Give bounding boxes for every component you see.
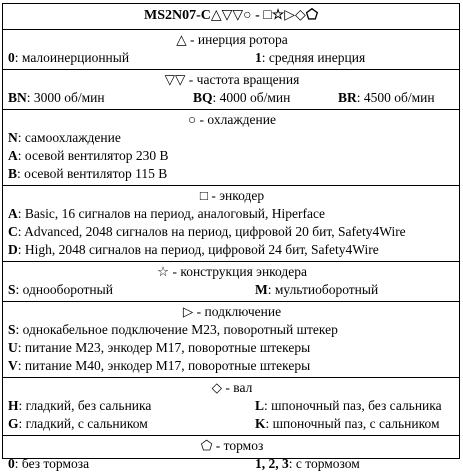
option-text: : осевой вентилятор 115 В <box>17 166 168 181</box>
option-code: C <box>8 224 18 239</box>
option-text: : средняя инерция <box>261 50 366 65</box>
section-connection-header: ▷ - подключение <box>182 304 282 319</box>
option-item <box>193 89 338 107</box>
section-encoder-design-header: ☆ - конструкция энкодера <box>156 264 308 279</box>
option-text: : осевой вентилятор 230 В <box>17 148 169 163</box>
option-text: : с тормозом <box>288 456 360 471</box>
option-row <box>8 49 456 67</box>
option-row <box>8 415 456 433</box>
option-text: : питание M23, энкодер M17, поворотные штекеры <box>17 340 311 355</box>
option-row <box>8 455 456 473</box>
option-item <box>255 49 365 67</box>
option-item <box>338 89 435 107</box>
option-row <box>8 89 456 107</box>
option-code: BN <box>8 90 27 105</box>
section-shaft-header: ◇ - вал <box>211 380 253 395</box>
section-encoder-design <box>3 261 459 301</box>
option-code: S <box>8 322 16 337</box>
option-code: G <box>8 416 19 431</box>
option-row <box>8 397 456 415</box>
option-text: : питание M40, энкодер M17, поворотные штекеры <box>17 358 311 373</box>
option-code: A <box>8 206 18 221</box>
section-shaft <box>3 377 459 435</box>
option-text: : 3000 об/мин <box>26 90 105 105</box>
option-code: S <box>8 282 16 297</box>
type-code-title: MS2N07-C△▽▽○ - □☆▷◇⬠ <box>143 8 318 23</box>
option-text: : шпоночный паз, с сальником <box>265 416 440 431</box>
section-brake-header: ⬠ - тормоз <box>200 438 264 453</box>
option-item <box>8 89 193 107</box>
section-inertia <box>3 29 459 69</box>
section-speed <box>3 69 459 109</box>
option-code: K <box>255 416 266 431</box>
option-item <box>8 321 456 339</box>
option-text: : 4500 об/мин <box>356 90 435 105</box>
option-code: H <box>8 398 19 413</box>
option-code: 1 <box>255 50 262 65</box>
option-text: : шпоночный паз, без сальника <box>264 398 442 413</box>
section-encoder-header: □ - энкодер <box>199 188 265 203</box>
option-item <box>8 165 456 183</box>
option-item <box>8 397 255 415</box>
option-text: : 4000 об/мин <box>212 90 291 105</box>
option-item <box>8 205 456 223</box>
option-code: 0 <box>8 456 15 471</box>
option-text: : однооборотный <box>15 282 113 297</box>
option-text: : Advanced, 2048 сигналов на период, цифровой 20 бит, Safety4Wire <box>17 224 406 239</box>
option-code: 1, 2, 3 <box>255 456 289 471</box>
type-code-table <box>2 3 460 471</box>
option-code: BQ <box>193 90 213 105</box>
option-text: : мультиоборотный <box>267 282 379 297</box>
option-code: V <box>8 358 18 373</box>
option-code: B <box>8 166 18 181</box>
option-item <box>8 241 456 259</box>
section-inertia-header: △ - инерция ротора <box>176 32 288 47</box>
option-item <box>8 129 456 147</box>
option-text: : однокабельное подключение M23, поворотный штекер <box>15 322 338 337</box>
option-item <box>255 415 440 433</box>
section-brake <box>3 435 459 475</box>
option-code: D <box>8 242 18 257</box>
option-item <box>8 281 255 299</box>
option-text: : без тормоза <box>14 456 90 471</box>
option-code: U <box>8 340 18 355</box>
option-item <box>8 223 456 241</box>
section-encoder <box>3 185 459 261</box>
option-code: 0 <box>8 50 15 65</box>
option-code: N <box>8 130 18 145</box>
section-cooling <box>3 109 459 185</box>
option-text: : гладкий, с сальником <box>18 416 148 431</box>
option-code: M <box>255 282 268 297</box>
option-code: BR <box>338 90 357 105</box>
option-item <box>255 281 378 299</box>
option-text: : самоохлаждение <box>17 130 121 145</box>
option-code: L <box>255 398 265 413</box>
option-item <box>8 339 456 357</box>
option-text: : Basic, 16 сигналов на период, аналоговый, Hiperface <box>17 206 325 221</box>
option-item <box>8 415 255 433</box>
option-text: : High, 2048 сигналов на период, цифровой 24 бит, Safety4Wire <box>17 242 379 257</box>
option-item <box>255 455 360 473</box>
option-item <box>8 357 456 375</box>
section-connection <box>3 301 459 377</box>
option-item <box>8 455 255 473</box>
option-code: A <box>8 148 18 163</box>
option-text: : малоинерционный <box>14 50 130 65</box>
option-item <box>255 397 442 415</box>
option-item <box>8 147 456 165</box>
section-speed-header: ▽▽ - частота вращения <box>164 72 300 87</box>
option-text: : гладкий, без сальника <box>18 398 152 413</box>
section-cooling-header: ○ - охлаждение <box>188 112 276 127</box>
option-row <box>8 281 456 299</box>
option-item <box>8 49 255 67</box>
